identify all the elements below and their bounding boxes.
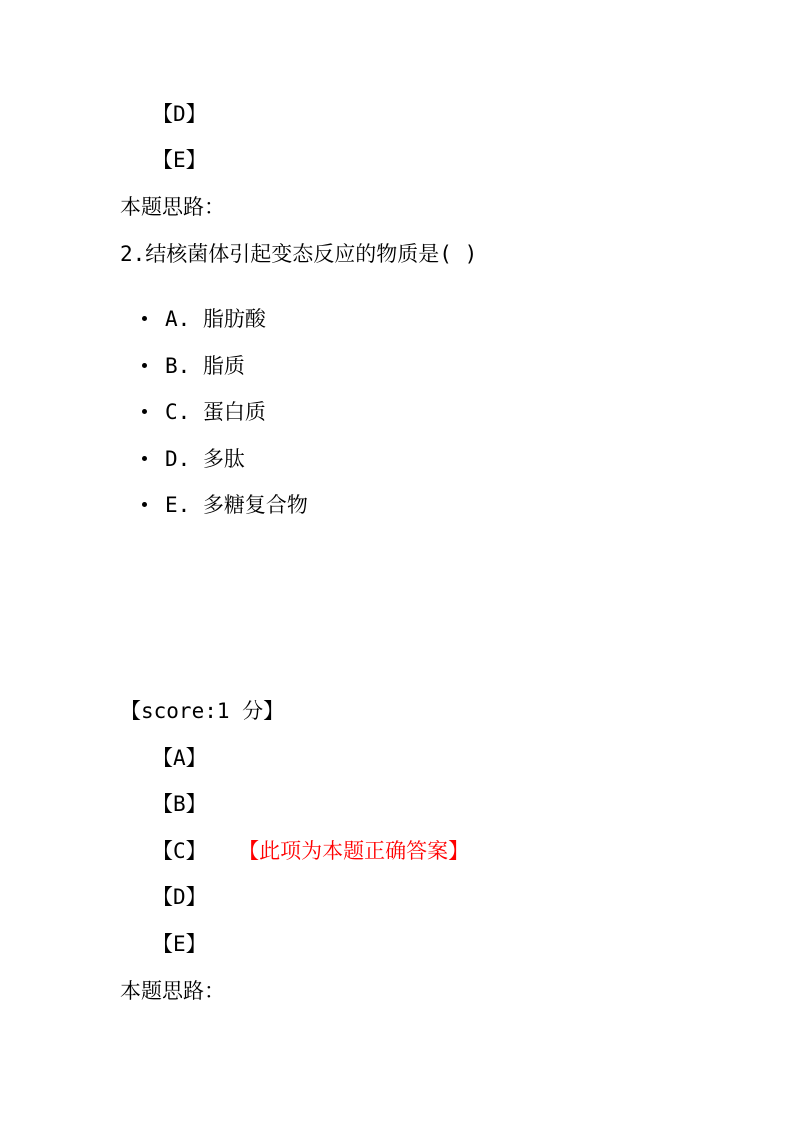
question-text: 2.结核菌体引起变态反应的物质是( ) <box>120 242 478 266</box>
option-b-label: 【B】 <box>152 792 207 816</box>
correct-answer-note: 【此项为本题正确答案】 <box>248 839 470 863</box>
option-c-row <box>152 837 469 865</box>
choice-label: C. 蛋白质 <box>165 400 266 424</box>
explanation-label: 本题思路： <box>120 195 225 219</box>
option-d-label: 【D】 <box>152 102 207 126</box>
choice-item <box>142 352 245 380</box>
choice-label: D. 多肽 <box>165 447 245 471</box>
bullet-icon <box>142 409 147 414</box>
bullet-icon <box>142 363 147 368</box>
option-d-label: 【D】 <box>152 885 207 909</box>
score-label: 【score:1 分】 <box>120 699 285 723</box>
bullet-icon <box>142 456 147 461</box>
choice-item <box>142 491 308 519</box>
option-e-label: 【E】 <box>152 148 207 172</box>
bullet-icon <box>142 502 147 507</box>
choice-label: B. 脂质 <box>165 354 245 378</box>
option-a-label: 【A】 <box>152 746 207 770</box>
bullet-icon <box>142 316 147 321</box>
choice-item <box>142 305 266 333</box>
explanation-label: 本题思路： <box>120 979 225 1003</box>
option-c-label: 【C】 <box>152 839 207 863</box>
choice-item <box>142 398 266 426</box>
choice-label: E. 多糖复合物 <box>165 493 308 517</box>
choice-item <box>142 445 245 473</box>
option-e-label: 【E】 <box>152 932 207 956</box>
choice-label: A. 脂肪酸 <box>165 307 266 331</box>
